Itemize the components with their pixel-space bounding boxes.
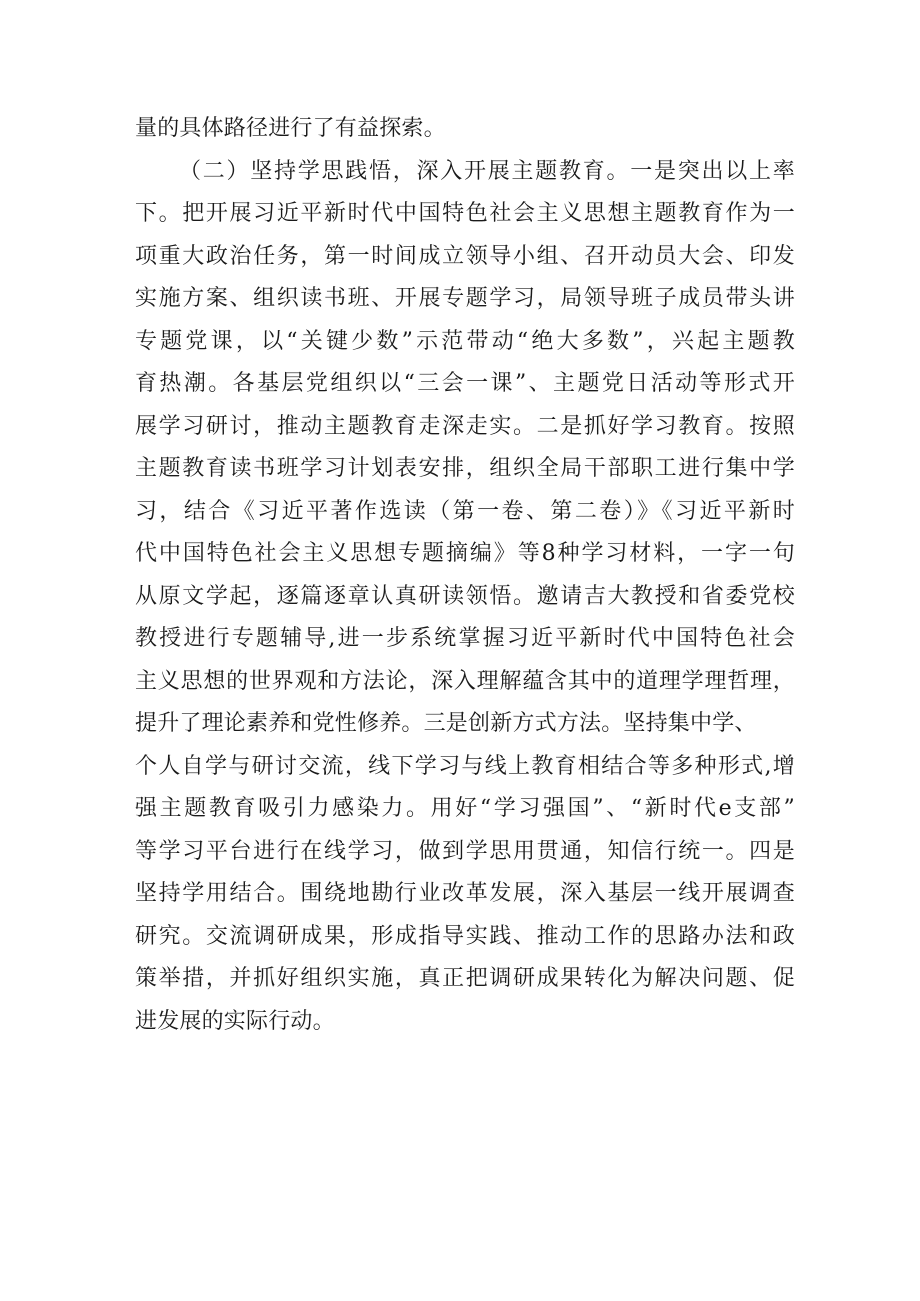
text-line: 进发展的实际行动。 [135,1008,335,1034]
text-line: 坚持学用结合。围绕地勘行业改革发展，深入基层一线开展调查 [135,881,795,906]
text-line: 个人自学与研讨交流，线下学习与线上教育相结合等多种形式,增 [135,753,795,779]
text-line: 教授进行专题辅导,进一步系统掌握习近平新时代中国特色社会 [135,626,795,651]
text-line: 专题党课，以“关键少数”示范带动“绝大多数”，兴起主题教 [135,328,795,354]
text-line: 主题教育读书班学习计划表安排，组织全局干部职工进行集中学 [135,456,795,481]
text-line: 研究。交流调研成果，形成指导实践、推动工作的思路办法和政 [135,923,795,949]
text-line: 下。把开展习近平新时代中国特色社会主义思想主题教育作为一 [135,201,795,226]
text-line: 等学习平台进行在线学习，做到学思用贯通，知信行统一。四是 [135,838,795,864]
text-line: 代中国特色社会主义思想专题摘编》等8种学习材料，一字一句 [135,541,795,566]
text-line: 提升了理论素养和党性修养。三是创新方式方法。坚持集中学、 [135,711,757,736]
text-line: 主义思想的世界观和方法论，深入理解蕴含其中的道理学理哲理， [135,668,795,694]
text-line: 强主题教育吸引力感染力。用好“学习强国”、“新时代e支部” [135,796,795,821]
text-line: 策举措，并抓好组织实施，真正把调研成果转化为解决问题、促 [135,966,795,991]
text-line: 习，结合《习近平著作选读（第一卷、第二卷）》《习近平新时 [135,498,795,524]
section-heading-line: （二）坚持学思践悟，深入开展主题教育。一是突出以上率 [179,158,795,184]
body-text [135,108,795,1043]
text-line: 展学习研讨，推动主题教育走深走实。二是抓好学习教育。按照 [135,413,795,439]
text-line: 从原文学起，逐篇逐章认真研读领悟。邀请吉大教授和省委党校 [135,583,795,609]
text-line: 育热潮。各基层党组织以“三会一课”、主题党日活动等形式开 [135,371,795,396]
text-line: 实施方案、组织读书班、开展专题学习，局领导班子成员带头讲 [135,286,795,311]
text-line: 项重大政治任务，第一时间成立领导小组、召开动员大会、印发 [135,243,795,269]
text-line: 量的具体路径进行了有益探索。 [135,116,446,141]
